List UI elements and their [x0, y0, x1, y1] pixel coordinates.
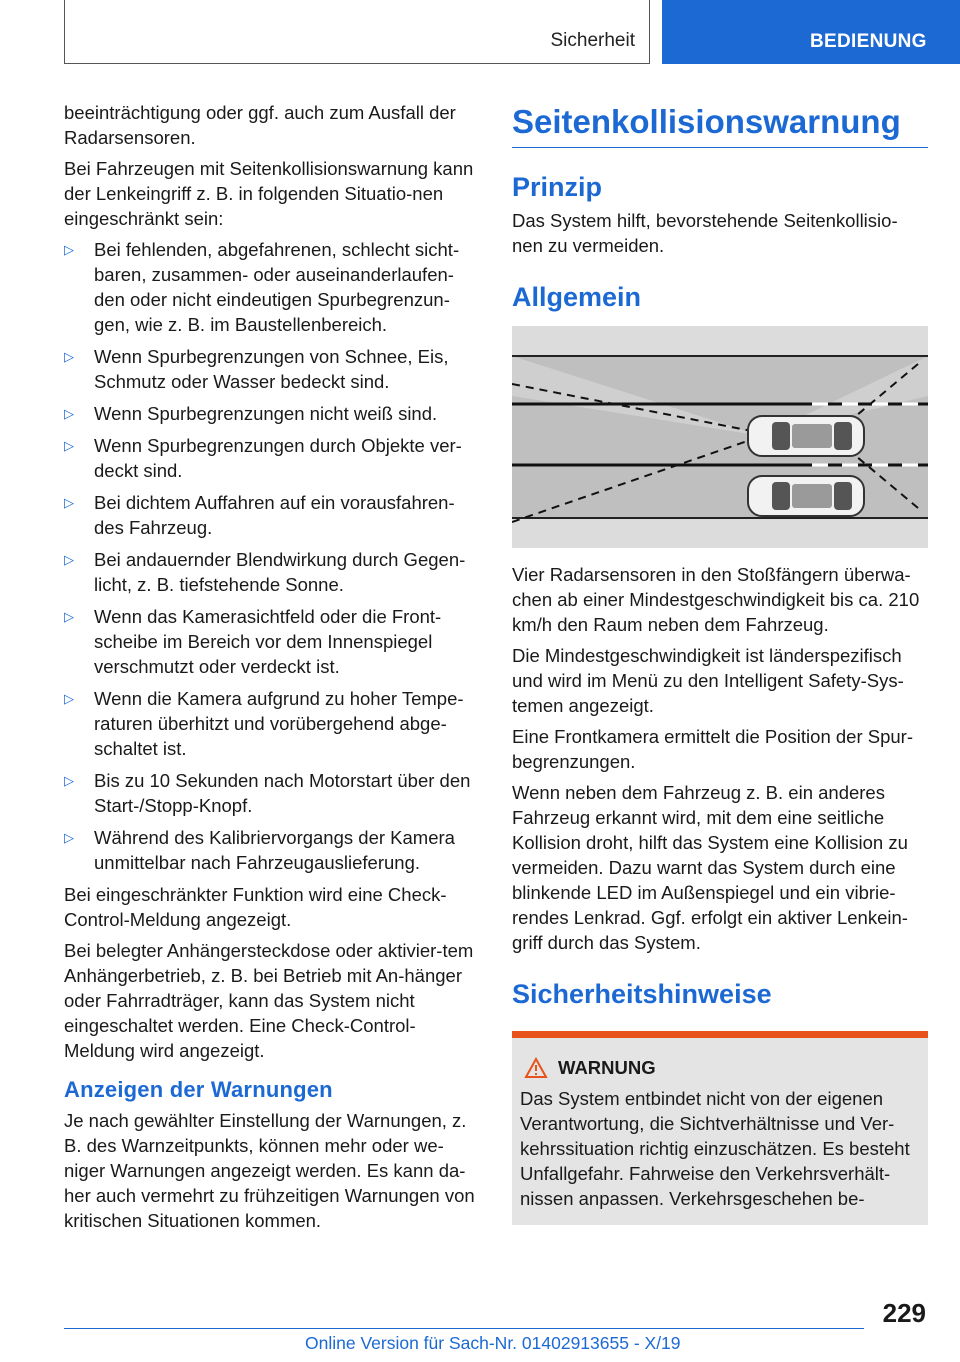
list-item: [64, 490, 476, 540]
left-column: [64, 100, 476, 1239]
triangle-bullet-icon: ▷: [64, 691, 74, 706]
side-collision-diagram: [512, 326, 928, 548]
section-heading-allgemein: Allgemein: [512, 282, 642, 312]
list-item: [64, 401, 476, 426]
paragraph: Die Mindestgeschwindigkeit ist länderspezifisch und wird im Menü zu den Intelligent Safety-Sys‐temen angezeigt.: [512, 645, 904, 716]
paragraph: Eine Frontkamera ermittelt die Position der Spur‐begrenzungen.: [512, 726, 914, 772]
warning-header: [520, 1056, 920, 1080]
list-item: [64, 825, 476, 875]
list-item-text: Bei andauernder Blendwirkung durch Gegen‐licht, z. B. tiefstehende Sonne.: [94, 549, 466, 595]
triangle-bullet-icon: ▷: [64, 609, 74, 624]
paragraph: beeinträchtigung oder ggf. auch zum Ausfall der Radarsensoren.: [64, 102, 456, 148]
warning-label: WARNUNG: [558, 1057, 656, 1078]
subheading-warnings: Anzeigen der Warnungen: [64, 1077, 333, 1102]
header-chapter-tab[interactable]: [662, 0, 960, 64]
list-item-text: Während des Kalibriervorgangs der Kamera unmittelbar nach Fahrzeugauslieferung.: [94, 827, 455, 873]
list-item-text: Wenn die Kamera aufgrund zu hoher Tempe‐raturen überhitzt und vorübergehend abge‐schaltet ist.: [94, 688, 464, 759]
list-item-text: Bei dichtem Auffahren auf ein vorausfahren‐des Fahrzeug.: [94, 492, 455, 538]
header-section-label: Sicherheit: [550, 30, 635, 51]
list-item: [64, 768, 476, 818]
list-item: [64, 604, 476, 679]
triangle-bullet-icon: ▷: [64, 552, 74, 567]
page-title: Seitenkollisionswarnung: [512, 100, 928, 148]
warning-triangle-icon: [524, 1057, 548, 1079]
list-item: [64, 433, 476, 483]
list-item-text: Bei fehlenden, abgefahrenen, schlecht sicht‐baren, zusammen- oder auseinanderlaufen‐den oder nicht eindeutigen Spurbegrenzun‐gen, wie z. B. im Baustellenbereich.: [94, 239, 460, 335]
paragraph: Wenn neben dem Fahrzeug z. B. ein anderes Fahrzeug erkannt wird, mit dem eine seitliche Kollision droht, hilft das System eine Kollision zu vermeiden. Dazu warnt das System durch eine blinkende LED im Außenspiegel und ein vibrie‐rendes Lenkrad. Ggf. erfolgt ein aktiver Lenkein‐griff durch das System.: [512, 782, 908, 953]
list-item-text: Wenn Spurbegrenzungen durch Objekte ver‐deckt sind.: [94, 435, 462, 481]
footer-text: Online Version für Sach-Nr. 01402913655 - X/19: [305, 1333, 681, 1353]
paragraph: Bei Fahrzeugen mit Seitenkollisionswarnung kann der Lenkeingriff z. B. in folgenden Situatio‐nen eingeschränkt sein:: [64, 158, 474, 229]
page-number: 229: [882, 1298, 926, 1328]
list-item-text: Bis zu 10 Sekunden nach Motorstart über den Start-/Stopp-Knopf.: [94, 770, 471, 816]
triangle-bullet-icon: ▷: [64, 406, 74, 421]
list-item: [64, 237, 476, 337]
list-item-text: Wenn das Kamerasichtfeld oder die Front‐scheibe im Bereich vor dem Innenspiegel verschmutzt oder verdeckt ist.: [94, 606, 442, 677]
right-column: [512, 100, 928, 1225]
section-heading-sicherheitshinweise: Sicherheitshinweise: [512, 979, 772, 1009]
triangle-bullet-icon: ▷: [64, 349, 74, 364]
list-item-text: Wenn Spurbegrenzungen von Schnee, Eis, Schmutz oder Wasser bedeckt sind.: [94, 346, 449, 392]
paragraph: Das System hilft, bevorstehende Seitenkollisio‐nen zu vermeiden.: [512, 210, 898, 256]
list-item: [64, 547, 476, 597]
list-item-text: Wenn Spurbegrenzungen nicht weiß sind.: [94, 403, 438, 424]
triangle-bullet-icon: ▷: [64, 438, 74, 453]
header-chapter-label: BEDIENUNG: [810, 31, 927, 52]
list-item: [64, 686, 476, 761]
triangle-bullet-icon: ▷: [64, 830, 74, 845]
triangle-bullet-icon: ▷: [64, 495, 74, 510]
warning-text: Das System entbindet nicht von der eigenen Verantwortung, die Sichtverhältnisse und Ver‐kehrssituation richtig einzuschätzen. Es besteht Unfallgefahr. Fahrweise den Verkehrsverhält‐nissen anpassen. Verkehrsgeschehen be‐: [520, 1088, 910, 1209]
paragraph: Je nach gewählter Einstellung der Warnungen, z. B. des Warnzeitpunkts, können mehr oder we‐niger Warnungen angezeigt werden. Es kann da‐her auch vermehrt zu frühzeitigen Warnungen von kritischen Situationen kommen.: [64, 1110, 475, 1231]
situation-list: [64, 237, 476, 875]
section-heading-prinzip: Prinzip: [512, 172, 603, 202]
paragraph: Bei eingeschränkter Funktion wird eine Check-Control-Meldung angezeigt.: [64, 884, 447, 930]
header-section-box: [64, 0, 650, 64]
triangle-bullet-icon: ▷: [64, 242, 74, 257]
paragraph: Vier Radarsensoren in den Stoßfängern überwa‐chen ab einer Mindestgeschwindigkeit bis ca. 210 km/h den Raum neben dem Fahrzeug.: [512, 564, 920, 635]
list-item: [64, 344, 476, 394]
other-car: [748, 476, 864, 516]
triangle-bullet-icon: ▷: [64, 773, 74, 788]
own-car: [748, 416, 864, 456]
warning-box: [512, 1031, 928, 1225]
paragraph: Bei belegter Anhängersteckdose oder aktivier‐tem Anhängerbetrieb, z. B. bei Betrieb mit An‐hänger oder Fahrradträger, kann das System nicht eingeschaltet werden. Eine Check-Control-Meldung wird angezeigt.: [64, 940, 474, 1061]
footer-divider: [64, 1328, 864, 1329]
